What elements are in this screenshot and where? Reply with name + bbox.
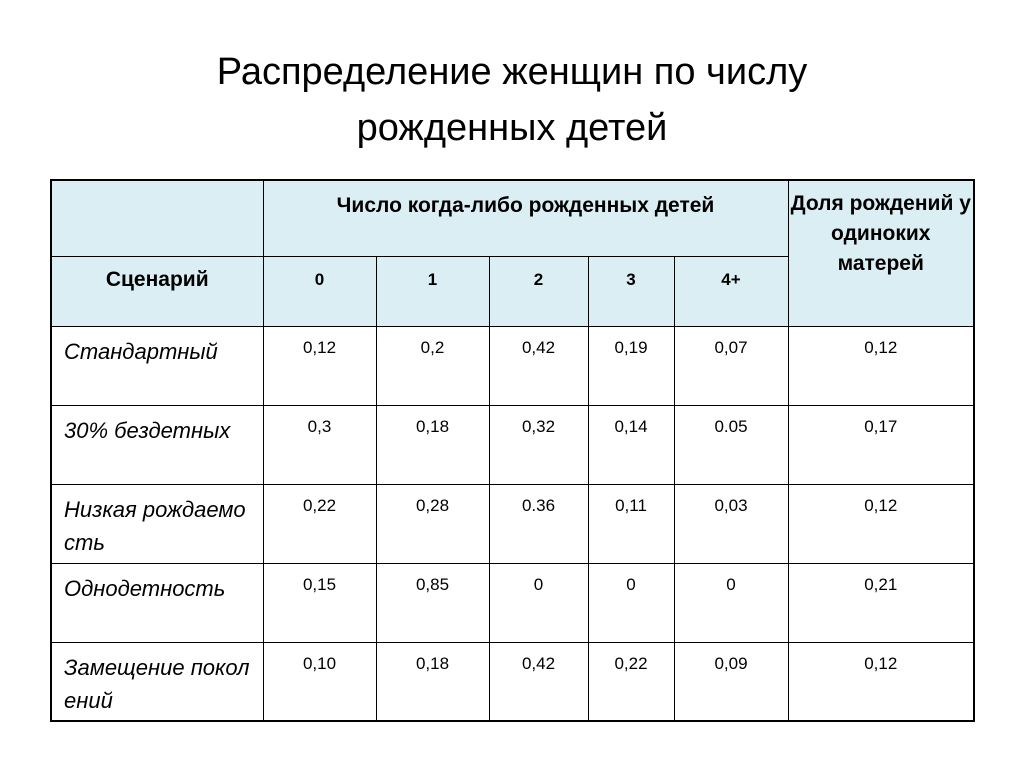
cell-value: 0,22 bbox=[302, 495, 337, 515]
table-cell bbox=[588, 405, 674, 484]
cell-value: 0,42 bbox=[521, 337, 556, 357]
table-cell bbox=[674, 326, 788, 405]
table-row bbox=[51, 405, 974, 484]
cell-value: 0,09 bbox=[714, 653, 748, 673]
header-col-1 bbox=[376, 256, 489, 326]
header-share-label: Доля рождений у одиноких матерей bbox=[790, 192, 971, 275]
cell-value: 0 bbox=[533, 574, 544, 594]
table-row bbox=[51, 484, 974, 563]
header-col-0-label: 0 bbox=[314, 269, 325, 289]
table-cell bbox=[588, 642, 674, 721]
cell-value: 0,07 bbox=[714, 337, 748, 357]
header-births-cell bbox=[263, 180, 788, 256]
table-cell bbox=[588, 326, 674, 405]
table-cell bbox=[376, 326, 489, 405]
table-cell bbox=[489, 326, 588, 405]
share-cell bbox=[788, 563, 974, 642]
cell-value: 0,14 bbox=[614, 416, 648, 436]
row-scenario-cell bbox=[51, 563, 263, 642]
table-cell bbox=[588, 563, 674, 642]
table-cell bbox=[489, 484, 588, 563]
header-col-2-label: 2 bbox=[533, 269, 544, 289]
share-value: 0,12 bbox=[864, 337, 898, 357]
cell-value: 0,12 bbox=[302, 337, 337, 357]
cell-value: 0,32 bbox=[521, 416, 556, 436]
share-value: 0,12 bbox=[864, 495, 898, 515]
header-col-1-label: 1 bbox=[427, 269, 438, 289]
row-scenario-label: Однодетность bbox=[64, 575, 226, 601]
slide-title bbox=[0, 44, 1024, 156]
table-cell bbox=[263, 642, 376, 721]
table-cell bbox=[263, 326, 376, 405]
slide-title-line-2: рожденных детей bbox=[356, 107, 668, 149]
cell-value: 0 bbox=[726, 574, 736, 594]
cell-value: 0,10 bbox=[302, 653, 337, 673]
header-share-cell bbox=[788, 180, 974, 326]
row-scenario-cell bbox=[51, 326, 263, 405]
cell-value: 0,18 bbox=[415, 416, 450, 436]
table-cell bbox=[489, 563, 588, 642]
cell-value: 0,18 bbox=[415, 653, 450, 673]
cell-value: 0,42 bbox=[521, 653, 556, 673]
row-scenario-label: 30% бездетных bbox=[64, 417, 231, 443]
share-value: 0,17 bbox=[864, 416, 898, 436]
cell-value: 0,2 bbox=[420, 337, 445, 357]
table-cell bbox=[489, 642, 588, 721]
share-cell bbox=[788, 642, 974, 721]
table-cell bbox=[489, 405, 588, 484]
cell-value: 0,15 bbox=[302, 574, 337, 594]
cell-value: 0,19 bbox=[614, 337, 648, 357]
row-scenario-label: Замещение поколений bbox=[64, 654, 250, 713]
table-cell bbox=[376, 563, 489, 642]
share-value: 0,12 bbox=[864, 653, 898, 673]
header-row-top bbox=[51, 180, 974, 256]
header-col-3 bbox=[588, 256, 674, 326]
table-cell bbox=[376, 484, 489, 563]
slide-title-line-1: Распределение женщин по числу bbox=[216, 51, 808, 93]
table-cell bbox=[263, 563, 376, 642]
cell-value: 0,85 bbox=[415, 574, 450, 594]
header-col-3-label: 3 bbox=[626, 269, 636, 289]
row-scenario-cell bbox=[51, 642, 263, 721]
header-births-label: Число когда-либо рожденных детей bbox=[336, 194, 715, 217]
share-value: 0,21 bbox=[864, 574, 898, 594]
cell-value: 0.36 bbox=[521, 495, 556, 515]
table-cell bbox=[263, 484, 376, 563]
share-cell bbox=[788, 405, 974, 484]
header-scenario-cell bbox=[51, 256, 263, 326]
distribution-table bbox=[50, 179, 975, 722]
cell-value: 0,11 bbox=[615, 495, 647, 515]
header-col-0 bbox=[263, 256, 376, 326]
table-cell bbox=[263, 405, 376, 484]
cell-value: 0,03 bbox=[714, 495, 748, 515]
header-empty-cell bbox=[51, 180, 263, 256]
table-cell bbox=[674, 563, 788, 642]
table-cell bbox=[588, 484, 674, 563]
share-cell bbox=[788, 326, 974, 405]
cell-value: 0,22 bbox=[614, 653, 648, 673]
cell-value: 0.05 bbox=[714, 416, 748, 436]
row-scenario-cell bbox=[51, 405, 263, 484]
table-cell bbox=[376, 642, 489, 721]
row-scenario-cell bbox=[51, 484, 263, 563]
header-col-2 bbox=[489, 256, 588, 326]
cell-value: 0 bbox=[626, 574, 636, 594]
table-cell bbox=[674, 642, 788, 721]
cell-value: 0,3 bbox=[307, 416, 332, 436]
header-col-4plus bbox=[674, 256, 788, 326]
table-cell bbox=[376, 405, 489, 484]
share-cell bbox=[788, 484, 974, 563]
table-cell bbox=[674, 405, 788, 484]
table-cell bbox=[674, 484, 788, 563]
header-scenario-label: Сценарий bbox=[105, 267, 209, 291]
table-row bbox=[51, 563, 974, 642]
header-col-4plus-label: 4+ bbox=[721, 269, 741, 289]
table-row bbox=[51, 642, 974, 721]
cell-value: 0,28 bbox=[415, 495, 450, 515]
table-row bbox=[51, 326, 974, 405]
row-scenario-label: Низкая рождаемость bbox=[64, 496, 246, 555]
row-scenario-label: Стандартный bbox=[64, 338, 218, 364]
